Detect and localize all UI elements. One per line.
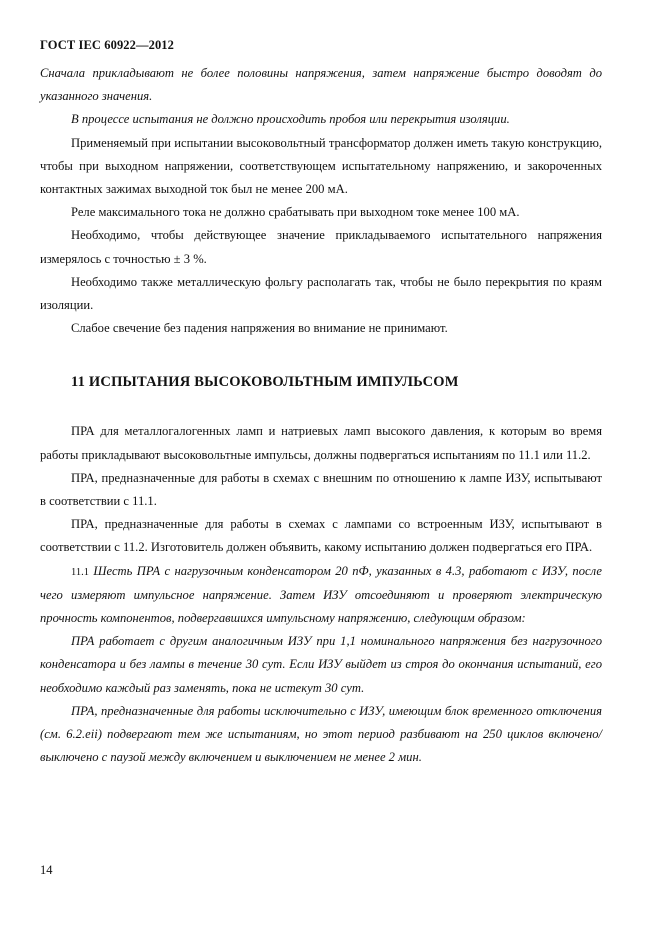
page-number: 14 (40, 863, 53, 877)
paragraph: ПРА, предназначенные для работы в схемах с внешним по отношению к лампе ИЗУ, испытывают в соответствии с 11.1. (40, 470, 602, 509)
paragraph: Слабое свечение без падения напряжения во внимание не принимают. (71, 321, 448, 336)
clause-text: Шесть ПРА с нагрузочным конденсатором 20 пФ, указанных в 4.3, работают с ИЗУ, после чего измеряют импульсное напряжение. Затем ИЗУ отсоединяют и проверяют электрическую прочность компонентов, подвергавшихся импульсному напряжению, следующим образом: (40, 563, 602, 626)
paragraph: Реле максимального тока не должно срабатывать при выходном токе менее 100 мА. (71, 205, 520, 220)
paragraph: ПРА для металлогалогенных ламп и натриевых ламп высокого давления, к которым во время работы прикладывают высоковольтные импульсы, должны подвергаться испытаниям по 11.1 или 11.2. (40, 424, 602, 462)
paragraph: Сначала прикладывают не более половины напряжения, затем напряжение быстро доводят до указанного значения. (40, 66, 602, 104)
spacer (40, 394, 602, 420)
paragraph: Необходимо, чтобы действующее значение прикладываемого испытательного напряжения измерялось с точностью ± 3 %. (40, 228, 602, 266)
paragraph: ПРА работает с другим аналогичным ИЗУ при 1,1 номинального напряжения без нагрузочного конденсатора и без лампы в течение 30 сут. Если ИЗУ выйдет из строя до окончания испытаний, его необходимо каждый раз заменять, пока не истекут 30 сут. (40, 634, 602, 695)
clause-number: 11.1 (71, 566, 89, 578)
paragraph: ПРА, предназначенные для работы исключительно с ИЗУ, имеющим блок временного отключения (см. 6.2.еii) подвергают тем же испытаниям, но этот период разбивают на 250 циклов включено/выключено с паузой между включением и выключением не менее 2 мин. (40, 703, 602, 765)
paragraph: Применяемый при испытании высоковольтный трансформатор должен иметь такую конструкцию, чтобы при выходном напряжении, соответствующем испытательному напряжению, и закороченных контактных зажимах выходной ток был не менее 200 мА. (40, 135, 602, 197)
document-header: ГОСТ IEC 60922—2012 (40, 38, 175, 52)
paragraph: В процессе испытания не должно происходить пробоя или перекрытия изоляции. (71, 112, 510, 127)
section-heading: 11 ИСПЫТАНИЯ ВЫСОКОВОЛЬТНЫМ ИМПУЛЬСОМ (71, 374, 459, 391)
document-body (40, 62, 602, 769)
paragraph: Необходимо также металлическую фольгу располагать так, чтобы не было перекрытия по краям изоляции. (40, 274, 602, 313)
paragraph: ПРА, предназначенные для работы в схемах с лампами со встроенным ИЗУ, испытывают в соответствии с 11.2. Изготовитель должен объявить, какому испытанию должен подвергаться его ПРА. (40, 517, 602, 555)
clause-paragraph (40, 560, 602, 631)
